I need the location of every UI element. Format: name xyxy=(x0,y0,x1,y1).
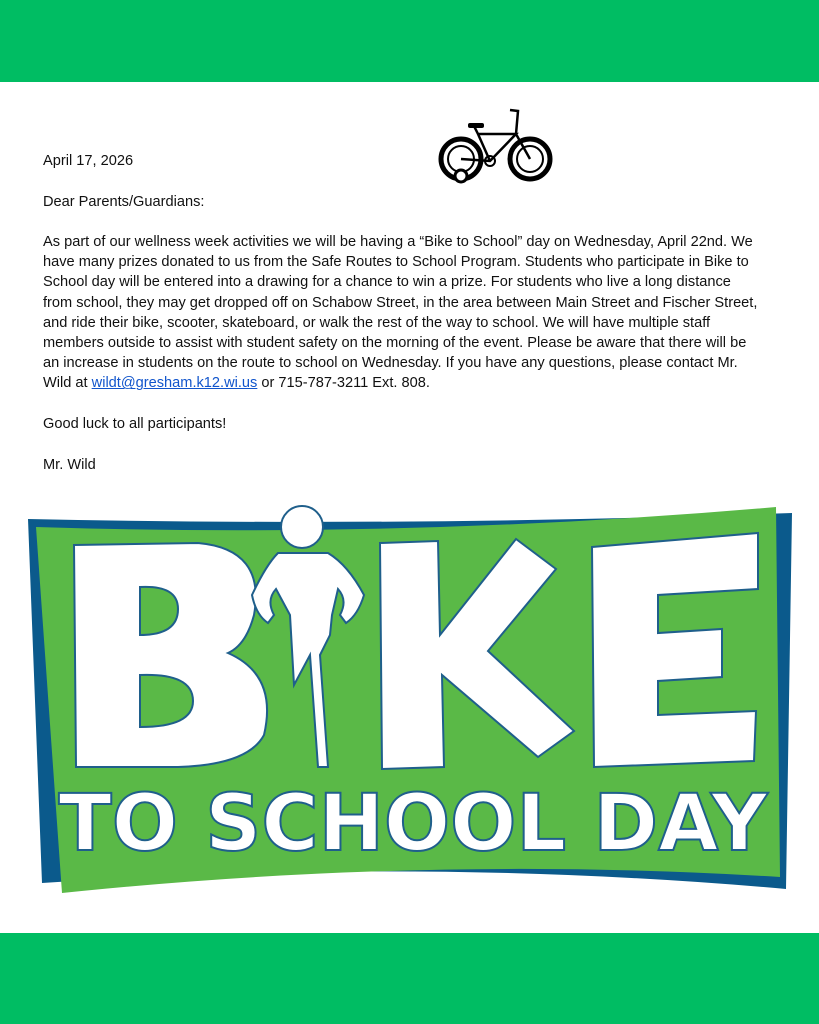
body-line: and ride their bike, scooter, skateboard, or walk the rest of the way to school. We will have multiple staff xyxy=(43,314,711,331)
body-line xyxy=(43,373,757,393)
body-line: an increase in students on the route to school on Wednesday. If you have any questions, please contact Mr. xyxy=(43,355,738,372)
body-line: from school, they may get dropped off on Schabow Street, in the area between Main Street and Fischer Street, xyxy=(43,294,758,311)
email-link[interactable]: wildt@gresham.k12.wi.us xyxy=(91,375,258,392)
body-line: School day will be entered into a drawing for a chance to win a prize. For students who live a long distance xyxy=(43,274,731,291)
body-line: members outside to assist with student safety on the morning of the event. Please be aware that there will be xyxy=(43,335,747,352)
bottom-green-band xyxy=(0,933,819,1024)
contact-prefix: Wild at xyxy=(43,375,92,392)
bike-to-school-day-banner xyxy=(28,505,794,897)
contact-suffix: or 715-787-3211 Ext. 808. xyxy=(257,375,430,392)
banner-subtitle: TO SCHOOL DAY xyxy=(58,779,768,869)
letter-closing: Good luck to all participants! xyxy=(43,416,227,432)
body-line: As part of our wellness week activities we will be having a “Bike to School” day on Wednesday, April 22nd. We xyxy=(43,234,753,250)
body-line: have many prizes donated to us from the Safe Routes to School Program. Students who participate in Bike to xyxy=(43,254,749,271)
bicycle-icon xyxy=(438,106,556,186)
letter-greeting: Dear Parents/Guardians: xyxy=(43,194,205,210)
letter-body xyxy=(43,232,757,394)
top-green-band xyxy=(0,0,819,82)
letter-signature: Mr. Wild xyxy=(43,457,96,473)
letter-date: April 17, 2026 xyxy=(43,153,134,169)
